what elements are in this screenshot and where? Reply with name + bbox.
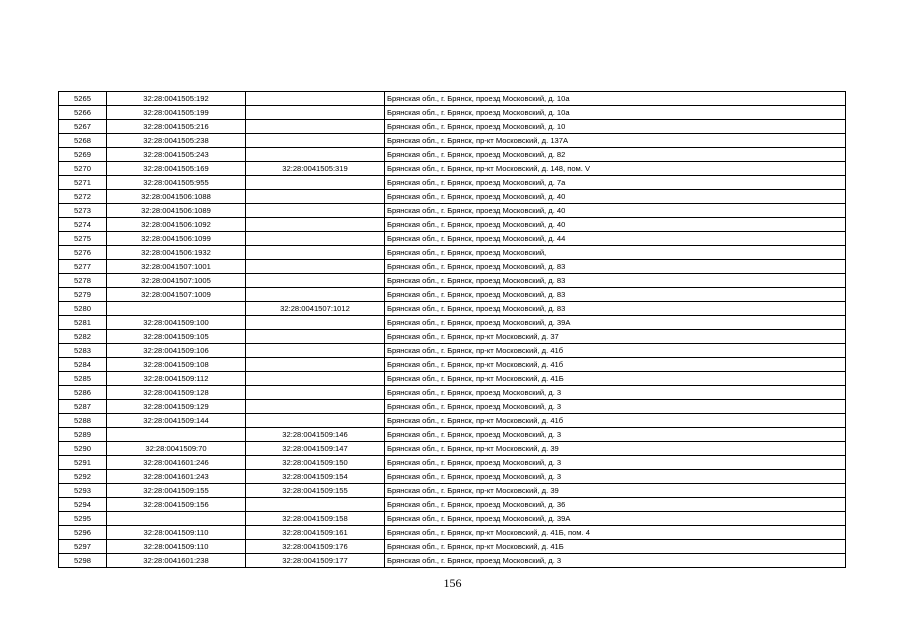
row-number-cell: 5298 [59,554,107,568]
cadastral-number-cell: 32:28:0041506:1099 [107,232,246,246]
address-cell: Брянская обл., г. Брянск, проезд Московский, д. 40 [385,204,846,218]
parent-cadastral-number-cell: 32:28:0041507:1012 [246,302,385,316]
cadastral-number-cell: 32:28:0041601:238 [107,554,246,568]
parent-cadastral-number-cell [246,92,385,106]
cadastral-number-cell: 32:28:0041505:238 [107,134,246,148]
row-number-cell: 5266 [59,106,107,120]
row-number-cell: 5278 [59,274,107,288]
parent-cadastral-number-cell [246,120,385,134]
cadastral-number-cell: 32:28:0041509:144 [107,414,246,428]
table-row [59,358,846,372]
table-row [59,316,846,330]
cadastral-number-cell: 32:28:0041509:100 [107,316,246,330]
parent-cadastral-number-cell [246,246,385,260]
cadastral-number-cell: 32:28:0041505:243 [107,148,246,162]
parent-cadastral-number-cell: 32:28:0041509:177 [246,554,385,568]
registry-table-body [59,92,846,568]
row-number-cell: 5292 [59,470,107,484]
address-cell: Брянская обл., г. Брянск, пр-кт Московский, д. 39 [385,442,846,456]
cadastral-number-cell [107,302,246,316]
row-number-cell: 5294 [59,498,107,512]
table-row [59,246,846,260]
parent-cadastral-number-cell [246,260,385,274]
row-number-cell: 5291 [59,456,107,470]
row-number-cell: 5284 [59,358,107,372]
table-row [59,442,846,456]
cadastral-number-cell: 32:28:0041509:108 [107,358,246,372]
cadastral-number-cell: 32:28:0041601:243 [107,470,246,484]
address-cell: Брянская обл., г. Брянск, проезд Московский, д. 83 [385,302,846,316]
row-number-cell: 5272 [59,190,107,204]
address-cell: Брянская обл., г. Брянск, проезд Московский, д. 10а [385,92,846,106]
table-row [59,456,846,470]
cadastral-number-cell [107,512,246,526]
row-number-cell: 5274 [59,218,107,232]
address-cell: Брянская обл., г. Брянск, проезд Московский, д. 10а [385,106,846,120]
cadastral-number-cell: 32:28:0041509:110 [107,540,246,554]
cadastral-number-cell: 32:28:0041509:155 [107,484,246,498]
registry-table [58,91,846,568]
row-number-cell: 5268 [59,134,107,148]
row-number-cell: 5295 [59,512,107,526]
table-row [59,526,846,540]
address-cell: Брянская обл., г. Брянск, проезд Московский, д. 83 [385,288,846,302]
row-number-cell: 5270 [59,162,107,176]
cadastral-number-cell: 32:28:0041509:112 [107,372,246,386]
parent-cadastral-number-cell [246,358,385,372]
cadastral-number-cell: 32:28:0041505:216 [107,120,246,134]
address-cell: Брянская обл., г. Брянск, проезд Московский, д. 82 [385,148,846,162]
parent-cadastral-number-cell [246,414,385,428]
table-row [59,260,846,274]
address-cell: Брянская обл., г. Брянск, проезд Московский, д. 83 [385,274,846,288]
row-number-cell: 5273 [59,204,107,218]
parent-cadastral-number-cell [246,106,385,120]
parent-cadastral-number-cell [246,204,385,218]
parent-cadastral-number-cell [246,344,385,358]
cadastral-number-cell: 32:28:0041507:1001 [107,260,246,274]
cadastral-number-cell: 32:28:0041509:110 [107,526,246,540]
cadastral-number-cell: 32:28:0041507:1009 [107,288,246,302]
cadastral-number-cell: 32:28:0041509:106 [107,344,246,358]
address-cell: Брянская обл., г. Брянск, пр-кт Московский, д. 37 [385,330,846,344]
table-row [59,232,846,246]
row-number-cell: 5287 [59,400,107,414]
cadastral-number-cell: 32:28:0041509:70 [107,442,246,456]
address-cell: Брянская обл., г. Брянск, пр-кт Московский, д. 137А [385,134,846,148]
table-row [59,302,846,316]
cadastral-number-cell: 32:28:0041509:105 [107,330,246,344]
cadastral-number-cell: 32:28:0041506:1088 [107,190,246,204]
address-cell: Брянская обл., г. Брянск, проезд Московский, д. 39А [385,512,846,526]
parent-cadastral-number-cell [246,316,385,330]
parent-cadastral-number-cell [246,386,385,400]
row-number-cell: 5267 [59,120,107,134]
parent-cadastral-number-cell [246,232,385,246]
row-number-cell: 5281 [59,316,107,330]
table-row [59,190,846,204]
table-row [59,330,846,344]
cadastral-number-cell: 32:28:0041505:169 [107,162,246,176]
table-row [59,498,846,512]
parent-cadastral-number-cell: 32:28:0041509:176 [246,540,385,554]
address-cell: Брянская обл., г. Брянск, пр-кт Московский, д. 41Б [385,372,846,386]
row-number-cell: 5285 [59,372,107,386]
row-number-cell: 5293 [59,484,107,498]
row-number-cell: 5288 [59,414,107,428]
cadastral-number-cell [107,428,246,442]
row-number-cell: 5282 [59,330,107,344]
address-cell: Брянская обл., г. Брянск, проезд Московский, д. 40 [385,190,846,204]
address-cell: Брянская обл., г. Брянск, проезд Московский, д. 40 [385,218,846,232]
address-cell: Брянская обл., г. Брянск, проезд Московский, д. 7а [385,176,846,190]
row-number-cell: 5296 [59,526,107,540]
address-cell: Брянская обл., г. Брянск, пр-кт Московский, д. 148, пом. V [385,162,846,176]
table-row [59,470,846,484]
row-number-cell: 5289 [59,428,107,442]
address-cell: Брянская обл., г. Брянск, проезд Московский, д. 39А [385,316,846,330]
address-cell: Брянская обл., г. Брянск, проезд Московский, д. 10 [385,120,846,134]
parent-cadastral-number-cell [246,218,385,232]
address-cell: Брянская обл., г. Брянск, проезд Московский, д. 3 [385,470,846,484]
address-cell: Брянская обл., г. Брянск, пр-кт Московский, д. 41Б, пом. 4 [385,526,846,540]
cadastral-number-cell: 32:28:0041505:199 [107,106,246,120]
table-row [59,134,846,148]
cadastral-number-cell: 32:28:0041505:192 [107,92,246,106]
cadastral-number-cell: 32:28:0041601:246 [107,456,246,470]
table-row [59,288,846,302]
parent-cadastral-number-cell [246,274,385,288]
address-cell: Брянская обл., г. Брянск, проезд Московский, д. 3 [385,400,846,414]
row-number-cell: 5290 [59,442,107,456]
table-row [59,540,846,554]
table-row [59,428,846,442]
cadastral-number-cell: 32:28:0041506:1932 [107,246,246,260]
row-number-cell: 5286 [59,386,107,400]
table-row [59,120,846,134]
row-number-cell: 5265 [59,92,107,106]
address-cell: Брянская обл., г. Брянск, проезд Московский, д. 3 [385,554,846,568]
table-row [59,512,846,526]
table-row [59,554,846,568]
parent-cadastral-number-cell: 32:28:0041509:147 [246,442,385,456]
row-number-cell: 5276 [59,246,107,260]
parent-cadastral-number-cell [246,176,385,190]
parent-cadastral-number-cell: 32:28:0041505:319 [246,162,385,176]
cadastral-number-cell: 32:28:0041505:955 [107,176,246,190]
parent-cadastral-number-cell [246,134,385,148]
row-number-cell: 5297 [59,540,107,554]
address-cell: Брянская обл., г. Брянск, пр-кт Московский, д. 41б [385,344,846,358]
address-cell: Брянская обл., г. Брянск, пр-кт Московский, д. 41б [385,358,846,372]
table-row [59,162,846,176]
address-cell: Брянская обл., г. Брянск, проезд Московский, д. 3 [385,456,846,470]
table-row [59,400,846,414]
parent-cadastral-number-cell [246,400,385,414]
parent-cadastral-number-cell: 32:28:0041509:154 [246,470,385,484]
address-cell: Брянская обл., г. Брянск, проезд Московский, д. 3 [385,386,846,400]
cadastral-number-cell: 32:28:0041507:1005 [107,274,246,288]
table-row [59,106,846,120]
table-row [59,414,846,428]
address-cell: Брянская обл., г. Брянск, пр-кт Московский, д. 39 [385,484,846,498]
parent-cadastral-number-cell [246,288,385,302]
parent-cadastral-number-cell: 32:28:0041509:155 [246,484,385,498]
page-number: 156 [443,576,462,590]
address-cell: Брянская обл., г. Брянск, пр-кт Московский, д. 41б [385,414,846,428]
row-number-cell: 5269 [59,148,107,162]
table-row [59,148,846,162]
parent-cadastral-number-cell [246,498,385,512]
address-cell: Брянская обл., г. Брянск, проезд Московский, д. 3 [385,428,846,442]
address-cell: Брянская обл., г. Брянск, проезд Московский, д. 83 [385,260,846,274]
parent-cadastral-number-cell [246,148,385,162]
table-row [59,344,846,358]
cadastral-number-cell: 32:28:0041509:128 [107,386,246,400]
table-row [59,386,846,400]
row-number-cell: 5283 [59,344,107,358]
row-number-cell: 5271 [59,176,107,190]
address-cell: Брянская обл., г. Брянск, проезд Московский, д. 44 [385,232,846,246]
address-cell: Брянская обл., г. Брянск, проезд Московский, [385,246,846,260]
cadastral-number-cell: 32:28:0041509:129 [107,400,246,414]
table-row [59,372,846,386]
table-row [59,204,846,218]
cadastral-number-cell: 32:28:0041506:1089 [107,204,246,218]
cadastral-number-cell: 32:28:0041509:156 [107,498,246,512]
row-number-cell: 5275 [59,232,107,246]
parent-cadastral-number-cell [246,330,385,344]
parent-cadastral-number-cell: 32:28:0041509:150 [246,456,385,470]
parent-cadastral-number-cell [246,372,385,386]
address-cell: Брянская обл., г. Брянск, пр-кт Московский, д. 41Б [385,540,846,554]
table-row [59,218,846,232]
row-number-cell: 5279 [59,288,107,302]
parent-cadastral-number-cell [246,190,385,204]
parent-cadastral-number-cell: 32:28:0041509:161 [246,526,385,540]
table-row [59,484,846,498]
row-number-cell: 5280 [59,302,107,316]
parent-cadastral-number-cell: 32:28:0041509:146 [246,428,385,442]
address-cell: Брянская обл., г. Брянск, проезд Московский, д. 36 [385,498,846,512]
row-number-cell: 5277 [59,260,107,274]
table-row [59,274,846,288]
parent-cadastral-number-cell: 32:28:0041509:158 [246,512,385,526]
table-row [59,176,846,190]
cadastral-number-cell: 32:28:0041506:1092 [107,218,246,232]
table-row [59,92,846,106]
